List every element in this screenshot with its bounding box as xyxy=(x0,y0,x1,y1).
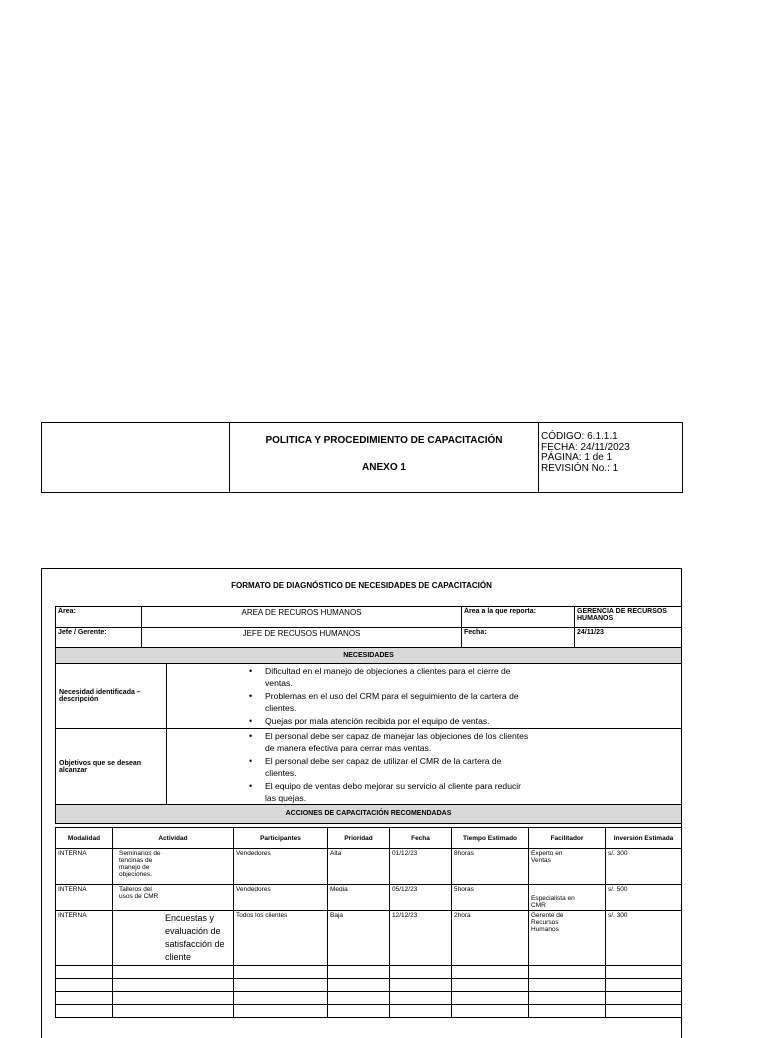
cell-tiempo: 8horas xyxy=(452,849,529,885)
objetivos-label: Objetivos que se desean alcanzar xyxy=(56,729,167,805)
objetivo-item: • El equipo de ventas debo mejorar su servicio al cliente para reducir las quejas. xyxy=(265,780,529,805)
document-subtitle: ANEXO 1 xyxy=(362,462,406,473)
necesidad-label: Necesidad identificada – descripción xyxy=(56,664,167,729)
cell-prioridad: Alta xyxy=(328,849,390,885)
jefe-label: Jefe / Gerente: xyxy=(56,628,142,649)
objetivos-cell xyxy=(167,729,682,805)
area-label: Área: xyxy=(56,607,142,628)
cell-modalidad: INTERNA xyxy=(56,885,113,911)
actividad-text: Seminarios de tencinas de manejo de objeciones. xyxy=(119,850,161,878)
col-actividad: Actividad xyxy=(113,828,234,849)
revision: REVISIÓN No.: 1 xyxy=(541,462,619,474)
cell-tiempo: 2hora xyxy=(452,911,529,966)
necesidad-cell xyxy=(167,664,682,729)
document-header xyxy=(41,422,683,493)
objetivo-item: • El personal debe ser capaz de manejar las objeciones de los clientes de manera efectiva para cerrar mas ventas. xyxy=(265,730,529,755)
facilitador-text: Gerente de Recursos Humanos xyxy=(531,912,564,933)
needs-table xyxy=(55,647,682,824)
cell-inversion: s/. 500 xyxy=(606,885,682,911)
cell-inversion: s/. 300 xyxy=(606,911,682,966)
col-fecha: Fecha xyxy=(390,828,452,849)
cell-fecha: 05/12/23 xyxy=(390,885,452,911)
cell-modalidad: INTERNA xyxy=(56,849,113,885)
fecha-label: Fecha: xyxy=(462,628,575,649)
cell-prioridad: Media xyxy=(328,885,390,911)
area-value: AREA DE RECUROS HUMANOS xyxy=(142,607,462,628)
facilitador-text: Experto en Ventas xyxy=(531,850,563,864)
jefe-value: JEFE DE RECUSOS HUMANOS xyxy=(142,628,462,649)
table-row xyxy=(56,885,682,911)
necesidad-item: • Dificultad en el manejo de objeciones a clientes para el cierre de ventas. xyxy=(265,665,529,690)
cell-facilitador xyxy=(529,885,606,911)
necesidad-item: • Problemas en el uso del CRM para el seguimiento de la cartera de clientes. xyxy=(265,690,529,715)
pagina: PÁGINA: 1 de 1 xyxy=(541,452,613,463)
cell-actividad xyxy=(113,849,234,885)
col-tiempo: Tiempo Estimado xyxy=(452,828,529,849)
cell-actividad xyxy=(113,885,234,911)
cell-facilitador xyxy=(529,911,606,966)
cell-fecha: 12/12/23 xyxy=(390,911,452,966)
cell-modalidad: INTERNA xyxy=(56,911,113,966)
cell-fecha: 01/12/23 xyxy=(390,849,452,885)
table-row-empty xyxy=(56,1005,682,1018)
logo-cell xyxy=(42,423,230,493)
col-modalidad: Modalidad xyxy=(56,828,113,849)
cell-tiempo: 5horas xyxy=(452,885,529,911)
cell-facilitador xyxy=(529,849,606,885)
necesidad-item: • Quejas por mala atención recibida por el equipo de ventas. xyxy=(265,715,529,727)
info-table xyxy=(55,606,682,649)
col-inversion: Inversión Estimada xyxy=(606,828,682,849)
header-title-cell xyxy=(230,423,539,493)
table-row xyxy=(56,911,682,966)
cell-inversion: s/. 300 xyxy=(606,849,682,885)
col-prioridad: Prioridad xyxy=(328,828,390,849)
table-row-empty xyxy=(56,992,682,1005)
objetivo-item: • El personal debe ser capaz de utilizar el CMR de la cartera de clientes. xyxy=(265,755,529,780)
table-row-empty xyxy=(56,979,682,992)
acciones-heading: ACCIONES DE CAPACITACIÓN RECOMENDADAS xyxy=(56,805,682,824)
table-row-empty xyxy=(56,966,682,979)
col-facilitador: Facilitador xyxy=(529,828,606,849)
objetivos-list xyxy=(167,730,681,804)
necesidades-heading: NECESIDADES xyxy=(56,648,682,664)
necesidad-list xyxy=(167,665,681,727)
fecha: FECHA: 24/11/2023 xyxy=(541,441,630,453)
reporta-label: Área a la que reporta: xyxy=(462,607,575,628)
facilitador-text: Especialista en CMR xyxy=(531,895,575,909)
cell-participantes: Vendedores xyxy=(234,885,328,911)
actividad-text: Talleros del usos de CMR xyxy=(119,886,159,900)
reporta-value: GERENCIA DE RECURSOS HUMANOS xyxy=(575,607,682,628)
header-meta-cell xyxy=(539,423,683,493)
form-title: FORMATO DE DIAGNÓSTICO DE NECESIDADES DE CAPACITACIÓN xyxy=(231,581,492,590)
cell-actividad: Encuestas y evaluación de satisfacción de cliente xyxy=(113,911,234,966)
cell-participantes: Todos los clientes xyxy=(234,911,328,966)
table-row xyxy=(56,849,682,885)
fecha-value: 24/11/23 xyxy=(575,628,682,649)
actions-table xyxy=(55,827,682,1018)
cell-participantes: Vendedores xyxy=(234,849,328,885)
codigo: CÓDIGO: 6.1.1.1 xyxy=(541,431,618,442)
col-participantes: Participantes xyxy=(234,828,328,849)
document-title: POLITICA Y PROCEDIMIENTO DE CAPACITACIÓN xyxy=(265,435,503,446)
cell-prioridad: Baja xyxy=(328,911,390,966)
